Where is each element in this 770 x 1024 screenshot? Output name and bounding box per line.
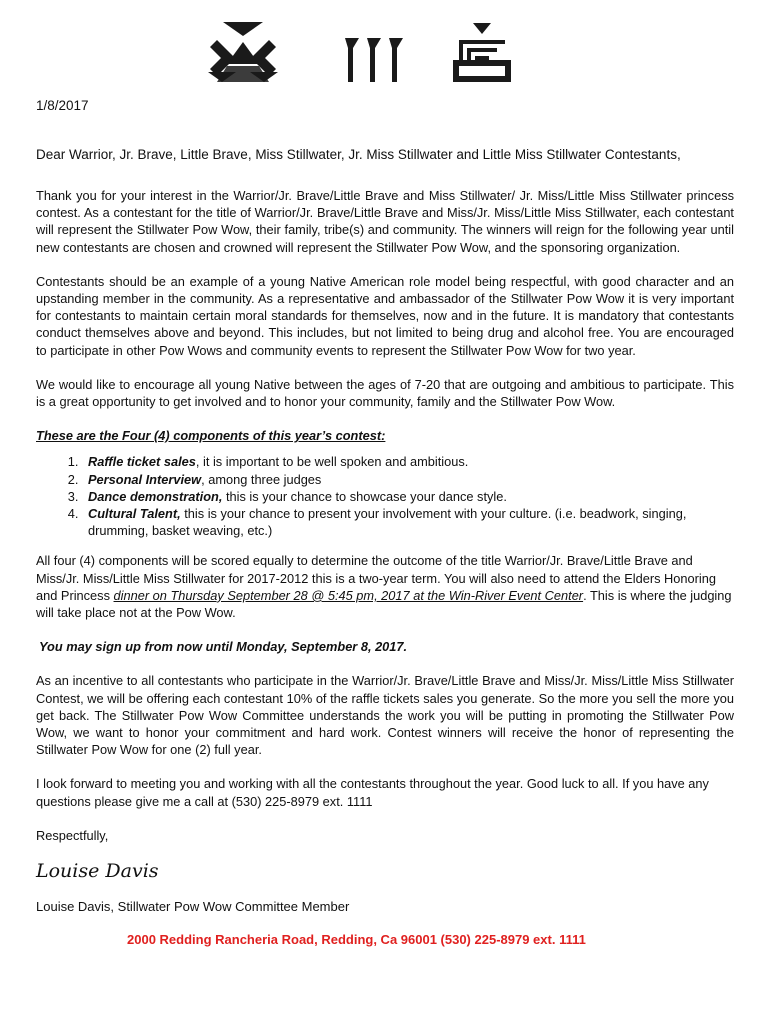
- component-text: , it is important to be well spoken and ambitious.: [195, 454, 469, 470]
- component-title: Personal Interview: [88, 471, 202, 487]
- component-title: Dance demonstration,: [88, 488, 223, 504]
- valediction: Respectfully,: [36, 827, 109, 843]
- tribal-geometric-logo-icon: [205, 20, 525, 88]
- closing-paragraph: I look forward to meeting you and working with all the contestants throughout the year. Good luck to all. If you have any questions please give me a call at (530) 225-8979 ext. 1111: [36, 776, 709, 809]
- letter-body: [36, 187, 734, 861]
- list-item: [82, 471, 734, 488]
- list-item: [82, 488, 734, 505]
- component-text: this is your chance to present your involvement with your culture. (i.e. beadwork, singing, drumming, basket weaving, etc.): [88, 506, 687, 539]
- list-item: [82, 505, 734, 539]
- component-title: Raffle ticket sales: [88, 454, 196, 470]
- scoring-paragraph: [36, 552, 734, 621]
- scoring-text-end: . This is where the judging will take place not at the Pow Wow.: [36, 587, 732, 621]
- component-text: , among three judges: [201, 471, 322, 487]
- conduct-paragraph: Contestants should be an example of a young Native American role model being respectful, with good character and an upstanding member in the community. As a representative and ambassador of the Stillwater Pow Wow it is very important for contestants to maintain certain moral standards for themselves, now and in the future. It is mandatory that contestants conduct themselves above and beyond. This includes, but not limited to being drug and alcohol free. You are encouraged to participate in other Pow Wows and community events to represent the Stillwater Pow Wow for two year.: [36, 273, 734, 358]
- signup-deadline: You may sign up from now until Monday, September 8, 2017.: [39, 639, 408, 655]
- components-list: [36, 453, 734, 539]
- component-title: Cultural Talent,: [88, 506, 181, 522]
- incentive-paragraph: As an incentive to all contestants who participate in the Warrior/Jr. Brave/Little Brave and Miss/Jr. Miss/Little Miss Stillwater Contest, we will be offering each contestant 10% of the raffle tickets sales you generate. So the more you sell the more you get back. The Stillwater Pow Wow Committee understands the work you will be putting in promoting the Stillwater Pow Wow, we want to honor your commitment and hard work. Contest winners will receive the honor of representing the Stillwater Pow Wow for one (2) full year.: [36, 673, 734, 758]
- component-text: this is your chance to showcase your dance style.: [222, 488, 507, 504]
- signature: Louise Davis: [36, 860, 159, 882]
- encourage-paragraph: We would like to encourage all young Native between the ages of 7-20 that are outgoing and ambitious to participate. This is a great opportunity to get involved and to honor your community, family and the Stillwater Pow Wow.: [36, 376, 734, 410]
- dinner-event-text: dinner on Thursday September 28 @ 5:45 pm, 2017 at the Win-River Event Center: [113, 587, 584, 603]
- components-heading: These are the Four (4) components of this year’s contest:: [36, 428, 386, 444]
- intro-paragraph: Thank you for your interest in the Warrior/Jr. Brave/Little Brave and Miss Stillwater/ Jr. Miss/Little Miss Stillwater princess contest. As a contestant for the title of Warrior/Jr. Brave/Little Brave and Miss/Jr. Miss/Little Miss Stillwater, each contestant will represent the Stillwater Pow Wow, their family, tribe(s) and community. The winners will reign for the following year until new contestants are chosen and crowned will represent the Stillwater Pow Wow, and the sponsoring organization.: [36, 188, 734, 255]
- footer-address: 2000 Redding Rancheria Road, Redding, Ca 96001 (530) 225-8979 ext. 1111: [127, 932, 586, 947]
- letter-date: 1/8/2017: [36, 98, 89, 113]
- list-item: [82, 453, 734, 470]
- scoring-text: All four (4) components will be scored equally to determine the outcome of the title Warrior/Jr. Brave/Little Brave and Miss/Jr. Miss/Little Miss Stillwater for 2017-2012 this is a two-year term. You will also need to attend the Elders Honoring and Princess: [36, 553, 716, 603]
- salutation: Dear Warrior, Jr. Brave, Little Brave, Miss Stillwater, Jr. Miss Stillwater and Little Miss Stillwater Contestants,: [36, 147, 681, 162]
- signer-name: Louise Davis, Stillwater Pow Wow Committee Member: [36, 899, 350, 914]
